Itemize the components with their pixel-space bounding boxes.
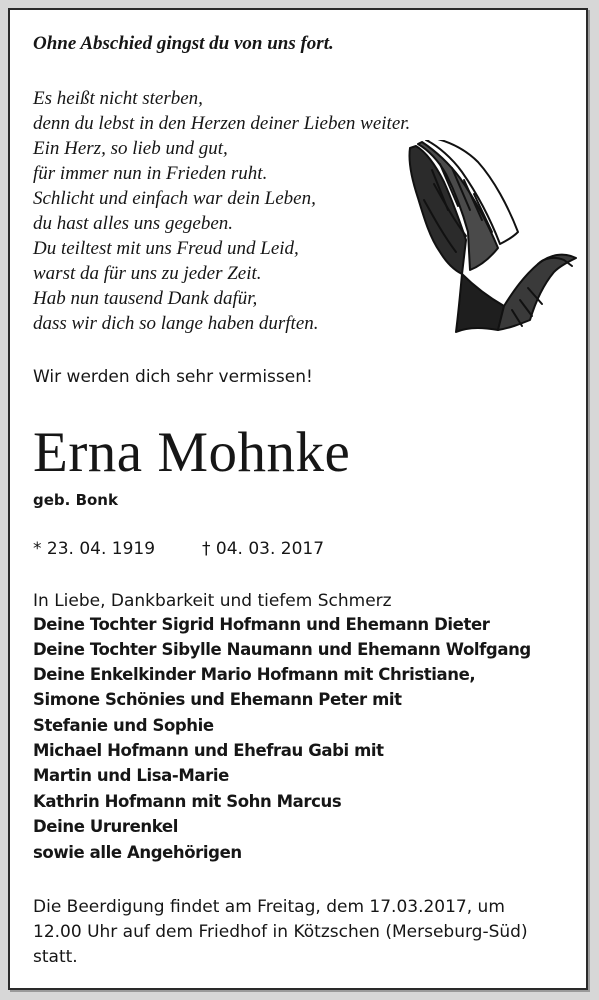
poem-line: du hast alles uns gegeben. <box>33 213 234 234</box>
poem-line: Schlicht und einfach war dein Leben, <box>33 188 316 209</box>
poem-line: Du teiltest mit uns Freud und Leid, <box>33 238 299 259</box>
praying-hands-icon <box>404 140 580 340</box>
maiden-name: geb. Bonk <box>33 491 118 509</box>
birth-date: * 23. 04. 1919 <box>33 539 156 559</box>
poem-line: Ein Herz, so lieb und gut, <box>33 138 228 159</box>
mourners-intro: In Liebe, Dankbarkeit und tiefem Schmerz <box>33 591 392 611</box>
mourner-line: Deine Tochter Sibylle Naumann und Ehemann Wolfgang <box>33 640 531 659</box>
mourner-line: Deine Ururenkel <box>33 817 178 836</box>
poem-line: Es heißt nicht sterben, <box>33 88 203 109</box>
death-date: † 04. 03. 2017 <box>202 539 325 559</box>
headline: Ohne Abschied gingst du von uns fort. <box>33 33 334 54</box>
poem-line: Hab nun tausend Dank dafür, <box>33 288 258 309</box>
mourner-line: Stefanie und Sophie <box>33 716 214 735</box>
poem-line: für immer nun in Frieden ruht. <box>33 163 268 184</box>
funeral-line: statt. <box>33 947 78 967</box>
miss-line: Wir werden dich sehr vermissen! <box>33 367 313 387</box>
mourner-line: Michael Hofmann und Ehefrau Gabi mit <box>33 741 384 760</box>
mourner-line: Martin und Lisa-Marie <box>33 766 229 785</box>
mourner-line: Simone Schönies und Ehemann Peter mit <box>33 690 402 709</box>
deceased-name: Erna Mohnke <box>33 421 351 484</box>
poem-line: dass wir dich so lange haben durften. <box>33 313 319 334</box>
mourner-line: Kathrin Hofmann mit Sohn Marcus <box>33 792 342 811</box>
mourner-line: Deine Enkelkinder Mario Hofmann mit Christiane, <box>33 665 476 684</box>
mourner-line: Deine Tochter Sigrid Hofmann und Ehemann Dieter <box>33 615 490 634</box>
poem-line: warst da für uns zu jeder Zeit. <box>33 263 262 284</box>
mourner-line: sowie alle Angehörigen <box>33 843 242 862</box>
funeral-line: Die Beerdigung findet am Freitag, dem 17.03.2017, um <box>33 897 505 917</box>
funeral-line: 12.00 Uhr auf dem Friedhof in Kötzschen (Merseburg-Süd) <box>33 922 528 942</box>
poem-line: denn du lebst in den Herzen deiner Lieben weiter. <box>33 113 411 134</box>
